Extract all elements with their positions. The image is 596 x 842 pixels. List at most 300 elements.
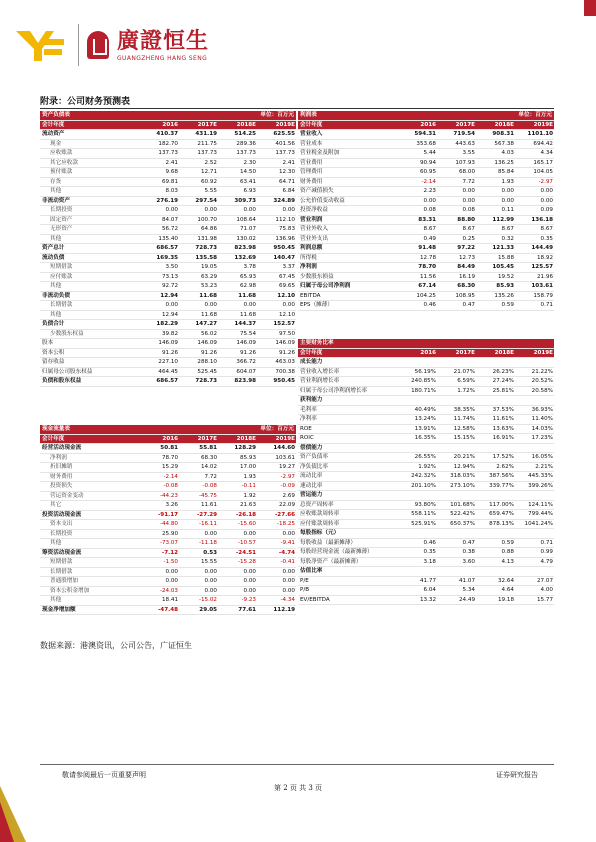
is-cell: 15.88 [497, 254, 514, 261]
bs-cell: 12.71 [200, 169, 217, 175]
is-cell: 67.14 [418, 283, 436, 289]
bs-cell: 11.68 [199, 292, 217, 299]
bs-cell: 3.37 [282, 264, 295, 270]
cf-cell: 0.00 [282, 530, 295, 537]
bs-cell: 147.27 [195, 321, 217, 327]
bs-cell: 14.50 [239, 169, 256, 175]
bs-cell: 65.93 [239, 273, 256, 280]
ratios-cell: 558.11% [411, 511, 436, 517]
cf-cell: 1.92 [243, 492, 256, 499]
is-row-label: EBITDA [300, 292, 321, 299]
is-cell: 97.22 [457, 245, 475, 251]
cf-row [40, 558, 296, 568]
ratios-cell: 25.81% [492, 387, 514, 394]
ratios-cell: 242.32% [411, 473, 436, 479]
cf-cell: -44.80 [159, 521, 178, 527]
page-number: 第 2 页 共 3 页 [273, 784, 323, 792]
ratios-cell [515, 444, 554, 453]
ratios-cell [398, 491, 437, 500]
ratios-cell: 26.23% [492, 368, 514, 375]
is-cell: 0.71 [540, 302, 553, 308]
is-cell: 68.00 [458, 169, 475, 175]
ratios-cell: 21.07% [453, 368, 475, 375]
ratios-cell [476, 358, 515, 367]
cf-cell: -27.66 [274, 511, 295, 518]
bs-cell: 728.73 [195, 245, 217, 251]
is-cell: 694.42 [533, 140, 553, 147]
ratios-cell: 1.92% [418, 463, 436, 470]
cf-cell: 0.00 [165, 568, 178, 575]
cf-row [40, 520, 296, 530]
ratios-cell: 56.19% [414, 368, 436, 375]
bs-cell: 8.03 [165, 188, 178, 194]
is-cell: 0.00 [501, 188, 514, 194]
ratios-cell: 36.93% [531, 406, 553, 413]
bs-cell: 62.98 [239, 283, 256, 289]
bs-cell: 5.55 [204, 188, 217, 194]
bs-cell: 12.10 [278, 311, 295, 318]
cf-cell: 68.30 [200, 454, 217, 461]
ratios-cell [437, 529, 476, 538]
ratios-cell: 117.00% [489, 501, 514, 508]
cf-cell: 19.27 [278, 464, 295, 470]
bs-cell: 0.00 [165, 302, 178, 308]
footer-report-type: 证券研究报告 [496, 771, 538, 779]
ratios-row-label: 营业利润增长率 [300, 378, 340, 384]
ratios-row-label: 估值比率 [300, 568, 323, 574]
ratios-cell [398, 567, 437, 576]
cf-row-label: 净利润 [50, 454, 67, 461]
cf-cell: 85.93 [239, 454, 256, 461]
cf-row [40, 511, 296, 521]
ratios-cell: 12.94% [453, 463, 475, 470]
bs-row [40, 197, 296, 207]
cf-cell: 0.00 [243, 587, 256, 594]
ratios-cell: 27.24% [492, 378, 514, 384]
is-cell: 105.45 [492, 264, 514, 270]
cf-row-label: 其他 [50, 540, 62, 546]
cf-row [40, 501, 296, 511]
cf-row [40, 454, 296, 464]
ratios-cell [515, 358, 554, 367]
corner-accent [584, 0, 596, 16]
cf-row [40, 492, 296, 502]
ratios-cell [515, 396, 554, 405]
is-cell: 12.73 [458, 254, 475, 261]
bs-cell: 0.00 [243, 302, 256, 308]
bs-row [40, 358, 296, 368]
ratios-cell: 2.62% [496, 463, 514, 470]
bs-row-label: 其他 [50, 235, 62, 242]
bs-row-label: 存货 [50, 178, 62, 185]
ratios-cell: 0.99 [540, 549, 553, 555]
is-cell: 2.23 [423, 188, 436, 194]
ratios-cell: 0.71 [540, 539, 553, 546]
bs-cell: 463.03 [275, 359, 295, 365]
bs-cell: 53.23 [200, 283, 217, 289]
bs-row-label: 固定资产 [50, 216, 73, 223]
bs-row-label: 长期借款 [50, 302, 73, 308]
is-row-label: 营业外支出 [300, 235, 328, 242]
cf-row-label: 其它 [50, 502, 62, 508]
is-row [298, 282, 554, 292]
bs-cell: 2.41 [282, 159, 295, 166]
is-cell: 567.38 [494, 140, 514, 147]
cf-row-label: 普通股增加 [50, 578, 78, 584]
is-row [298, 178, 554, 188]
bs-year-label: 会计年度 [42, 121, 65, 128]
cf-cell: -2.14 [163, 473, 178, 480]
ratios-cell [476, 529, 515, 538]
ratios-row-label: 资产负债率 [300, 454, 328, 460]
bs-row-label: 流动负债 [42, 254, 65, 261]
ratios-row [298, 387, 554, 397]
ratios-cell: 399.26% [528, 482, 553, 489]
bs-cell: 324.89 [273, 197, 295, 204]
is-cell: 12.78 [419, 254, 436, 261]
bs-row [40, 292, 296, 302]
cf-row [40, 587, 296, 597]
ratios-row-label: 营业收入增长率 [300, 368, 340, 375]
cf-cell: -0.11 [241, 483, 256, 489]
ratios-cell: 11.61% [492, 416, 514, 422]
ratios-row [298, 577, 554, 587]
bs-row [40, 244, 296, 254]
cf-cell: -0.09 [280, 483, 295, 489]
bs-cell: 227.10 [158, 359, 178, 365]
is-year-2017E: 2017E [455, 121, 475, 128]
bs-cell: 144.37 [234, 321, 256, 327]
ratios-row [298, 482, 554, 492]
ratios-cell [398, 529, 437, 538]
bs-cell: 11.68 [200, 311, 217, 318]
ratios-cell: 878.13% [489, 520, 514, 527]
cf-cell: -0.08 [202, 483, 217, 489]
seal-icon [87, 31, 109, 59]
is-cell: 60.95 [419, 169, 436, 175]
is-cell: 1101.10 [527, 131, 553, 137]
is-row [298, 130, 554, 140]
is-row [298, 263, 554, 273]
cf-row [40, 568, 296, 578]
is-cell: -2.97 [538, 178, 553, 185]
bs-row [40, 349, 296, 359]
ratios-cell: 5.34 [462, 587, 475, 593]
cf-year-row [40, 435, 296, 445]
ratios-cell: 273.10% [450, 482, 475, 489]
ratios-cell: 339.77% [489, 482, 514, 489]
ratios-cell [476, 491, 515, 500]
cf-unit: 单位：百万元 [260, 426, 294, 432]
bs-cell: 136.96 [275, 235, 295, 242]
bs-row-label: 资本公积 [42, 349, 65, 356]
cf-cell: 14.02 [200, 464, 217, 470]
cf-row [40, 606, 296, 616]
is-cell: 165.17 [533, 159, 553, 166]
cf-cell: -47.48 [157, 606, 178, 613]
bs-cell: 39.82 [161, 330, 178, 337]
bs-cell: 297.54 [195, 197, 217, 204]
bs-year-2016: 2016 [162, 121, 178, 128]
ratios-row-label: 速动比率 [300, 482, 323, 489]
bs-row [40, 301, 296, 311]
ratios-row [298, 368, 554, 378]
cf-cell: -15.28 [237, 559, 256, 565]
ratios-row [298, 548, 554, 558]
cf-row-label: 长期投资 [50, 530, 73, 537]
ratios-row [298, 444, 554, 454]
cf-row [40, 463, 296, 473]
bs-row [40, 216, 296, 226]
footer-rule [40, 764, 554, 765]
ratios-cell [476, 567, 515, 576]
bs-row [40, 263, 296, 273]
ratios-row-label: 每股收益（最新摊薄） [300, 539, 356, 546]
cf-row [40, 473, 296, 483]
cf-cell: 0.00 [204, 530, 217, 537]
ratios-row-label: 营运能力 [300, 492, 323, 498]
footer-disclaimer: 敬请参阅最后一页重要声明 [62, 771, 146, 779]
is-cell: 144.49 [531, 245, 553, 251]
cf-cell: -4.34 [280, 597, 295, 603]
is-cell: 78.70 [418, 264, 436, 270]
financial-ratios-table [298, 339, 554, 605]
cf-cell: 55.81 [199, 445, 217, 451]
is-cell: 0.32 [501, 235, 514, 242]
gf-logo-icon [14, 25, 66, 65]
cash-flow-table [40, 425, 296, 615]
bs-cell: 625.55 [273, 131, 295, 137]
cf-cell: 77.61 [238, 606, 256, 613]
ratios-cell: 180.71% [411, 387, 436, 394]
cf-cell: -24.03 [159, 587, 178, 594]
ratios-cell [437, 396, 476, 405]
is-row-label: 管理费用 [300, 169, 323, 175]
cf-cell: 15.29 [161, 464, 178, 470]
bs-cell: 686.57 [156, 245, 178, 251]
ratios-cell: 17.23% [531, 435, 553, 441]
is-cell: 0.00 [462, 197, 475, 204]
ratios-year-2019E: 2019E [533, 349, 553, 356]
ratios-cell: 6.04 [423, 587, 436, 593]
bs-cell: 686.57 [156, 378, 178, 384]
cf-row-label: 经营活动现金流 [42, 445, 82, 451]
ratios-cell: 13.24% [414, 416, 436, 422]
is-cell: 11.56 [419, 273, 436, 280]
bs-row [40, 178, 296, 188]
cf-cell: -73.07 [159, 540, 178, 546]
ratios-cell: 13.63% [492, 425, 514, 432]
is-cell: 104.25 [416, 292, 436, 299]
cf-cell: -2.97 [280, 473, 295, 480]
is-cell: 108.95 [455, 292, 475, 299]
bs-row-label: 负债和股东权益 [42, 378, 82, 384]
ratios-cell: 16.35% [414, 435, 436, 441]
bs-cell: 950.45 [273, 245, 295, 251]
bs-cell: 97.50 [278, 330, 295, 337]
ratios-cell: 387.56% [489, 473, 514, 479]
ratios-cell: 11.74% [453, 416, 475, 422]
is-cell: -2.14 [421, 178, 436, 185]
cf-cell: -27.29 [196, 511, 217, 518]
source-note: 数据来源：港澳资讯，公司公告，广证恒生 [40, 641, 192, 650]
cf-cell: 0.00 [282, 587, 295, 594]
ratios-cell: 16.91% [492, 435, 514, 441]
ratios-cell: 0.47 [462, 539, 475, 546]
is-row-label: 财务费用 [300, 178, 323, 185]
cf-cell: 0.00 [282, 578, 295, 584]
ratios-cell: 40.49% [414, 406, 436, 413]
bs-cell: 464.45 [158, 368, 178, 375]
cf-cell: 11.61 [200, 502, 217, 508]
cf-cell: 0.00 [243, 530, 256, 537]
ratios-row-label: 流动比率 [300, 473, 323, 479]
cf-cell: -7.12 [161, 549, 178, 556]
cf-cell: -15.60 [237, 521, 256, 527]
bs-cell: 56.02 [200, 330, 217, 337]
is-cell: 4.34 [540, 150, 553, 156]
is-cell: 19.52 [497, 273, 514, 280]
cf-cell: 128.29 [234, 445, 256, 451]
bs-unit: 单位：百万元 [260, 112, 294, 118]
income-statement-table [298, 111, 554, 311]
bs-cell: 69.81 [161, 178, 178, 185]
bs-cell: 2.52 [204, 159, 217, 166]
ratios-cell: 650.37% [450, 520, 475, 527]
bs-row [40, 206, 296, 216]
cf-cell: -0.41 [280, 559, 295, 565]
ratios-cell: 41.77 [419, 577, 436, 584]
bs-cell: 100.70 [197, 216, 217, 223]
bs-row [40, 311, 296, 321]
is-row [298, 273, 554, 283]
bs-cell: 91.26 [278, 349, 295, 356]
bs-row [40, 225, 296, 235]
ratios-cell: 17.52% [492, 454, 514, 460]
ratios-cell: 525.91% [411, 520, 436, 527]
ratios-row-label: P/B [300, 587, 310, 593]
is-cell: 3.55 [462, 150, 475, 156]
bs-row [40, 330, 296, 340]
cf-year-label: 会计年度 [42, 435, 65, 442]
bs-cell: 92.72 [161, 283, 178, 289]
bs-row-label: 长期投资 [50, 207, 73, 213]
is-row [298, 292, 554, 302]
bs-cell: 309.73 [234, 197, 256, 204]
is-row [298, 140, 554, 150]
ratios-cell: 93.80% [414, 501, 436, 508]
ratios-cell: 41.07 [458, 577, 475, 584]
is-row [298, 168, 554, 178]
ratios-row [298, 396, 554, 406]
ratios-cell: 0.59 [501, 539, 514, 546]
cf-cell: 0.00 [243, 568, 256, 575]
ratios-cell [476, 444, 515, 453]
cf-cell: -44.23 [159, 492, 178, 499]
ratios-row-label: ROE [300, 425, 312, 432]
cf-row-label: 筹资活动现金流 [42, 549, 82, 556]
ratios-cell: 318.03% [450, 473, 475, 479]
bs-cell: 0.00 [282, 302, 295, 308]
is-cell: 85.93 [496, 283, 514, 289]
ratios-row-label: 获利能力 [300, 397, 323, 403]
is-row [298, 197, 554, 207]
bs-row-label: 预付账款 [50, 169, 73, 175]
company-name-en: GUANGZHENG HANG SENG [117, 54, 208, 62]
is-row-label: 营业费用 [300, 159, 323, 166]
cf-cell: 7.72 [204, 473, 217, 480]
is-cell: 8.67 [462, 226, 475, 232]
bs-row-label: 流动资产 [42, 131, 65, 137]
is-row-label: 营业外收入 [300, 226, 328, 232]
ratios-cell: 240.85% [411, 378, 436, 384]
bs-cell: 108.64 [236, 216, 256, 223]
cf-row [40, 482, 296, 492]
bs-row [40, 168, 296, 178]
ratios-year-2018E: 2018E [494, 349, 514, 356]
ratios-cell: 16.05% [531, 454, 553, 460]
bs-cell: 56.72 [161, 226, 178, 232]
is-cell: 0.00 [423, 197, 436, 204]
ratios-cell: 4.64 [501, 587, 514, 593]
is-cell: 5.44 [423, 150, 436, 156]
cf-cell: 0.00 [165, 578, 178, 584]
bs-cell: 288.10 [197, 359, 217, 365]
is-year-2018E: 2018E [494, 121, 514, 128]
is-cell: 136.18 [531, 216, 553, 223]
ratios-cell: 15.77 [536, 596, 553, 603]
is-row [298, 187, 554, 197]
bs-cell: 6.93 [243, 188, 256, 194]
bs-row [40, 140, 296, 150]
bs-cell: 0.00 [282, 207, 295, 213]
ratios-cell: 0.88 [501, 549, 514, 555]
cf-cell: 0.00 [204, 578, 217, 584]
is-title-row [298, 111, 554, 121]
bs-cell: 514.25 [234, 131, 256, 137]
bs-year-2019E: 2019E [275, 121, 295, 128]
bs-cell: 6.84 [282, 188, 295, 194]
ratios-cell: 11.40% [531, 416, 553, 422]
is-cell: 8.67 [423, 226, 436, 232]
bs-row-label: 应收账款 [50, 150, 73, 156]
bs-cell: 63.41 [239, 178, 256, 185]
bs-cell: 12.30 [278, 169, 295, 175]
cf-cell: 103.61 [275, 454, 295, 461]
cf-cell: 144.60 [273, 445, 295, 451]
bs-row-label: 其它应收款 [50, 159, 78, 166]
is-cell: 594.31 [414, 131, 436, 137]
is-row [298, 149, 554, 159]
ratios-cell: 3.18 [423, 558, 436, 565]
cf-year-2018E: 2018E [236, 435, 256, 442]
bs-cell: 69.65 [278, 283, 295, 289]
bs-row-label: 少数股东权益 [50, 330, 84, 337]
ratios-cell: 12.58% [453, 425, 475, 432]
cf-row-label: 折旧摊销 [50, 464, 73, 470]
cf-title-row [40, 425, 296, 435]
ratios-cell: 20.58% [531, 387, 553, 394]
ratios-row-label: EV/EBITDA [300, 596, 330, 603]
ratios-row [298, 472, 554, 482]
cf-cell: -10.57 [237, 540, 256, 546]
cf-row-label: 短期借款 [50, 559, 73, 565]
cf-row [40, 444, 296, 454]
bs-row-label: 无形资产 [50, 226, 73, 232]
is-title: 利润表 [300, 112, 317, 118]
ratios-row [298, 501, 554, 511]
is-row [298, 159, 554, 169]
